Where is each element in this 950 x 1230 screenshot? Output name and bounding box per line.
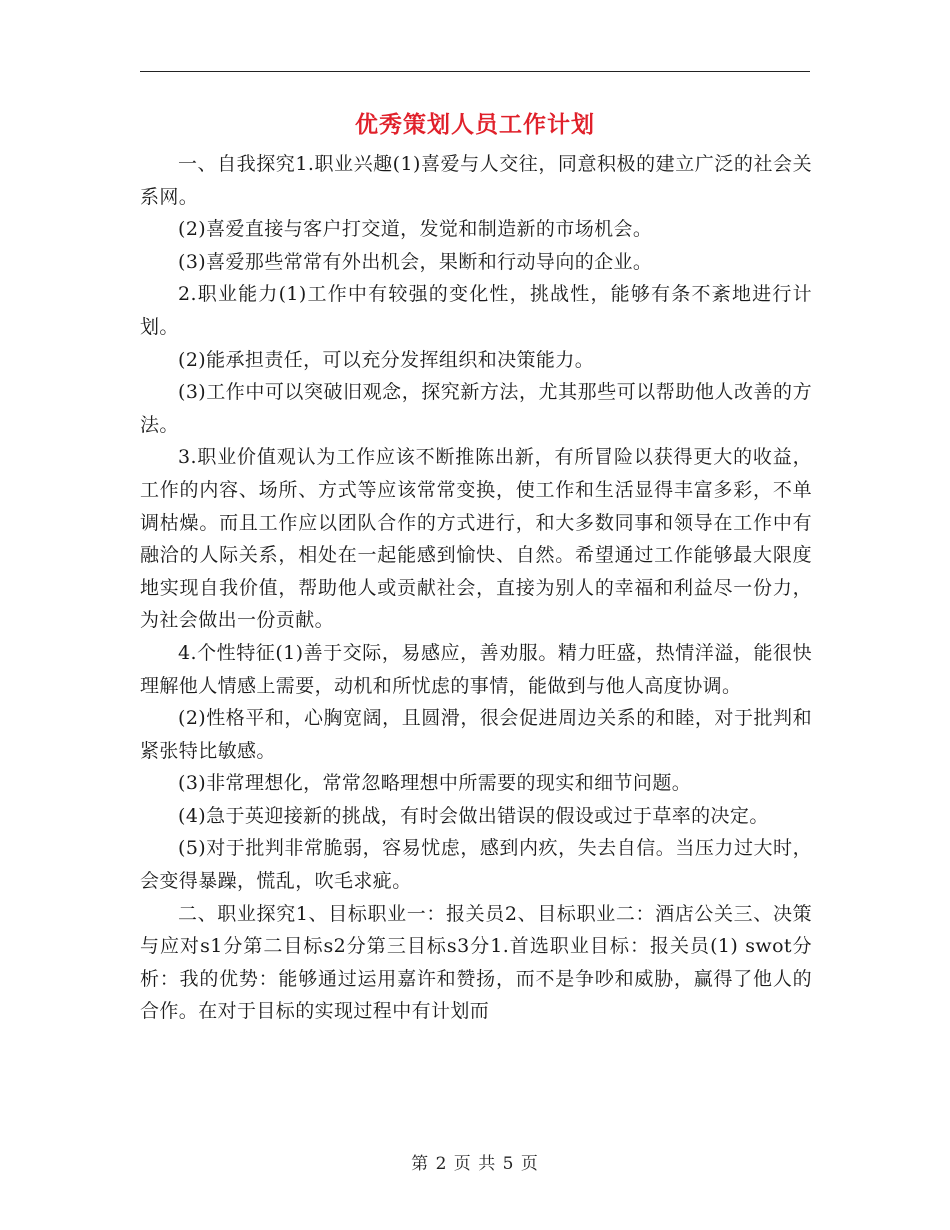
page-number: 第 2 页 共 5 页: [411, 1154, 539, 1174]
paragraph: 3.职业价值观认为工作应该不断推陈出新，有所冒险以获得更大的收益，工作的内容、场所、方式等应该常常变换，使工作和生活显得丰富多彩，不单调枯燥。而且工作应以团队合作的方式进行，和大多数同事和领导在工作中有融洽的人际关系，相处在一起能感到愉快、自然。希望通过工作能够最大限度地实现自我价值，帮助他人或贡献社会，直接为别人的幸福和利益尽一份力，为社会做出一份贡献。: [140, 446, 812, 632]
paragraph: 4.个性特征(1)善于交际，易感应，善劝服。精力旺盛，热情洋溢，能很快理解他人情感上需要，动机和所忧虑的事情，能做到与他人高度协调。: [140, 641, 812, 697]
document-title: 优秀策划人员工作计划: [355, 111, 595, 138]
paragraph: (4)急于英迎接新的挑战，有时会做出错误的假设或过于草率的决定。: [178, 804, 769, 827]
paragraph: (2)能承担责任，可以充分发挥组织和决策能力。: [178, 348, 595, 371]
document-body: [140, 148, 812, 1028]
paragraph: (2)喜爱直接与客户打交道，发觉和制造新的市场机会。: [178, 218, 653, 241]
paragraph: (3)喜爱那些常常有外出机会，果断和行动导向的企业。: [178, 250, 653, 273]
paragraph: (5)对于批判非常脆弱，容易忧虑，感到内疚，失去自信。当压力过大时，会变得暴躁，慌乱，吹毛求疵。: [140, 837, 812, 893]
header-rule: [140, 71, 810, 72]
paragraph: (3)工作中可以突破旧观念，探究新方法，尤其那些可以帮助他人改善的方法。: [140, 381, 812, 436]
paragraph: (3)非常理想化，常常忽略理想中所需要的现实和细节问题。: [178, 772, 692, 795]
paragraph: (2)性格平和，心胸宽阔，且圆滑，很会促进周边关系的和睦，对于批判和紧张特比敏感。: [140, 707, 812, 762]
paragraph: 2.职业能力(1)工作中有较强的变化性，挑战性，能够有条不紊地进行计划。: [140, 283, 812, 338]
paragraph: 二、职业探究1、目标职业一：报关员2、目标职业二：酒店公关三、决策与应对s1分第二目标s2分第三目标s3分1.首选职业目标：报关员(1) swot分析：我的优势：能够通过运用嘉许和赞扬，而不是争吵和威胁，赢得了他人的合作。在对于目标的实现过程中有计划而: [140, 902, 812, 1023]
paragraph: 一、自我探究1.职业兴趣(1)喜爱与人交往，同意积极的建立广泛的社会关系网。: [140, 153, 812, 208]
